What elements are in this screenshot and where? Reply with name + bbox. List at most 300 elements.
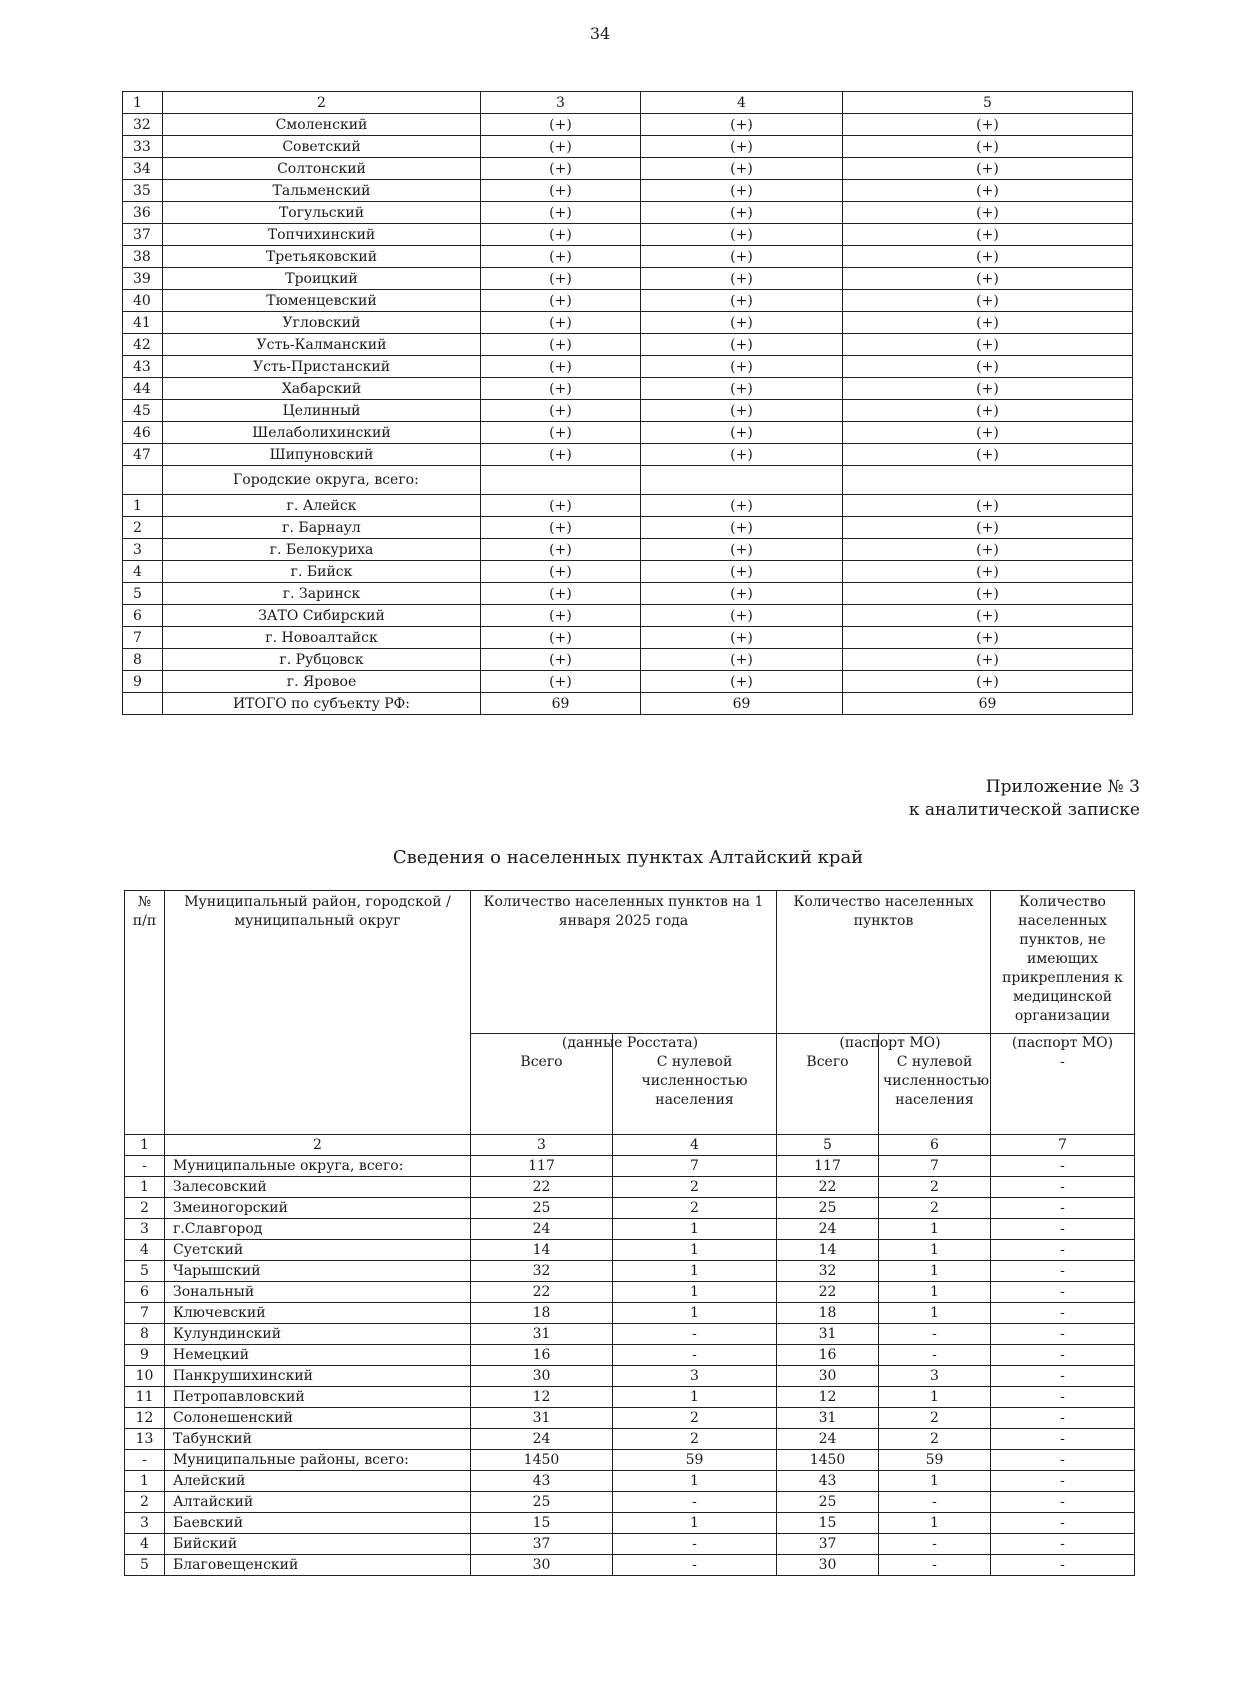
table-row [123, 495, 1133, 517]
cell-col4: (+) [641, 378, 843, 400]
table-row [123, 400, 1133, 422]
header-no-attach: Количество населенных пунктов, не имеющих прикрепления к медицинской организации [991, 891, 1135, 1034]
cell-district: Табунский [165, 1429, 471, 1450]
column-number: 1 [125, 1135, 165, 1156]
cell-district: Усть-Пристанский [163, 356, 481, 378]
cell-total-rosstat: 30 [471, 1555, 613, 1576]
cell-num: 5 [123, 583, 163, 605]
cell-col3: (+) [481, 671, 641, 693]
cell-total-passport: 1450 [777, 1450, 879, 1471]
cell-total-rosstat: 37 [471, 1534, 613, 1555]
cell-total-rosstat: 31 [471, 1408, 613, 1429]
cell-zero-passport: 2 [879, 1408, 991, 1429]
cell-num: 6 [125, 1282, 165, 1303]
cell-district: Советский [163, 136, 481, 158]
cell-num: 32 [123, 114, 163, 136]
cell-num: 3 [125, 1513, 165, 1534]
cell-district: Залесовский [165, 1177, 471, 1198]
cell-num: 39 [123, 268, 163, 290]
cell-total-passport: 31 [777, 1324, 879, 1345]
table-row [125, 1387, 1135, 1408]
cell-district: Зональный [165, 1282, 471, 1303]
cell-col4: (+) [641, 224, 843, 246]
cell-district: Змеиногорский [165, 1198, 471, 1219]
cell-total-rosstat: 18 [471, 1303, 613, 1324]
cell-district: Смоленский [163, 114, 481, 136]
cell-col3: (+) [481, 627, 641, 649]
cell-district: Алейский [165, 1471, 471, 1492]
cell-num: 4 [123, 561, 163, 583]
cell-zero-rosstat: 1 [613, 1513, 777, 1534]
cell-zero-rosstat: 2 [613, 1177, 777, 1198]
cell-col5: (+) [843, 356, 1133, 378]
cell-no-attach: - [991, 1198, 1135, 1219]
cell-col5: 69 [843, 693, 1133, 715]
cell-zero-passport: 1 [879, 1513, 991, 1534]
table-row [123, 268, 1133, 290]
table-row [125, 1492, 1135, 1513]
cell-total-passport: 22 [777, 1282, 879, 1303]
cell-col3: (+) [481, 583, 641, 605]
header-zero-passport: С нулевой численностью населения [883, 1054, 990, 1108]
cell-total-passport: 30 [777, 1555, 879, 1576]
cell-col5: (+) [843, 444, 1133, 466]
cell-col5: (+) [843, 312, 1133, 334]
cell-col3: (+) [481, 356, 641, 378]
cell-num: 9 [123, 671, 163, 693]
cell-zero-passport: 7 [879, 1156, 991, 1177]
header-passport-attach: (паспорт МО) [1011, 1035, 1114, 1051]
cell-district: Шипуновский [163, 444, 481, 466]
cell-col4: 69 [641, 693, 843, 715]
cell-total-passport: 14 [777, 1240, 879, 1261]
document-title: Сведения о населенных пунктах Алтайский край [392, 847, 864, 868]
table-row [123, 180, 1133, 202]
settlements-table [124, 890, 1135, 1576]
table-row [125, 1429, 1135, 1450]
table-row [123, 605, 1133, 627]
header-count: Количество населенных пунктов [777, 891, 991, 1034]
cell-zero-passport: 59 [879, 1450, 991, 1471]
cell-col3: (+) [481, 495, 641, 517]
cell-col4: (+) [641, 422, 843, 444]
cell-district: г. Алейск [163, 495, 481, 517]
cell-district: Кулундинский [165, 1324, 471, 1345]
table-row [123, 583, 1133, 605]
cell-num: 3 [125, 1219, 165, 1240]
cell-empty [843, 466, 1133, 495]
cell-col3: 69 [481, 693, 641, 715]
cell-no-attach: - [991, 1387, 1135, 1408]
cell-no-attach: - [991, 1471, 1135, 1492]
cell-col4: (+) [641, 495, 843, 517]
table-row [123, 422, 1133, 444]
cell-col5: (+) [843, 268, 1133, 290]
table-row [125, 1156, 1135, 1177]
cell-zero-rosstat: 59 [613, 1450, 777, 1471]
cell-total-passport: 30 [777, 1366, 879, 1387]
cell-col4: (+) [641, 268, 843, 290]
cell-total-passport: 24 [777, 1429, 879, 1450]
cell-district: Солонешенский [165, 1408, 471, 1429]
cell-num: 38 [123, 246, 163, 268]
table-row [123, 356, 1133, 378]
cell-total-rosstat: 12 [471, 1387, 613, 1408]
table-row [125, 1324, 1135, 1345]
cell-district: г. Новоалтайск [163, 627, 481, 649]
cell-no-attach: - [991, 1177, 1135, 1198]
cell-col4: (+) [641, 334, 843, 356]
cell-zero-rosstat: - [613, 1555, 777, 1576]
cell-col3: (+) [481, 400, 641, 422]
cell-district: Тюменцевский [163, 290, 481, 312]
header-num: № п/п [125, 891, 165, 1135]
table-row [123, 539, 1133, 561]
table-row [125, 1450, 1135, 1471]
header-zero-rosstat: С нулевой численностью населения [641, 1054, 748, 1108]
cell-total-passport: 16 [777, 1345, 879, 1366]
cell-num: 2 [123, 517, 163, 539]
cell-total-rosstat: 31 [471, 1324, 613, 1345]
cell-col4: (+) [641, 312, 843, 334]
table-row [125, 1198, 1135, 1219]
cell-total-passport: 22 [777, 1177, 879, 1198]
cell-col5: (+) [843, 561, 1133, 583]
cell-zero-rosstat: - [613, 1492, 777, 1513]
table-row [125, 1366, 1135, 1387]
cell-col4: (+) [641, 583, 843, 605]
column-number: 5 [843, 92, 1133, 114]
cell-total-passport: 32 [777, 1261, 879, 1282]
column-number: 7 [991, 1135, 1135, 1156]
cell-no-attach: - [991, 1450, 1135, 1471]
cell-zero-rosstat: 1 [613, 1387, 777, 1408]
column-number: 4 [641, 92, 843, 114]
cell-col3: (+) [481, 158, 641, 180]
cell-col4: (+) [641, 444, 843, 466]
table-row [125, 1303, 1135, 1324]
cell-col3: (+) [481, 246, 641, 268]
cell-no-attach: - [991, 1156, 1135, 1177]
header-row-top [125, 891, 1135, 1034]
cell-col5: (+) [843, 671, 1133, 693]
cell-col4: (+) [641, 356, 843, 378]
cell-zero-passport: 2 [879, 1198, 991, 1219]
cell-num: 2 [125, 1198, 165, 1219]
header-count-jan: Количество населенных пунктов на 1 января 2025 года [471, 891, 777, 1034]
cell-zero-passport: 1 [879, 1282, 991, 1303]
cell-district: Целинный [163, 400, 481, 422]
table-row [123, 246, 1133, 268]
cell-zero-passport: 3 [879, 1366, 991, 1387]
cell-empty [481, 466, 641, 495]
cell-col5: (+) [843, 334, 1133, 356]
cell-no-attach: - [991, 1324, 1135, 1345]
cell-total-rosstat: 22 [471, 1177, 613, 1198]
cell-num: 33 [123, 136, 163, 158]
cell-col3: (+) [481, 444, 641, 466]
cell-col5: (+) [843, 627, 1133, 649]
cell-num: - [125, 1156, 165, 1177]
cell-num: 40 [123, 290, 163, 312]
cell-col4: (+) [641, 158, 843, 180]
cell-zero-passport: 2 [879, 1429, 991, 1450]
cell-col3: (+) [481, 268, 641, 290]
cell-zero-passport: - [879, 1324, 991, 1345]
table-row [125, 1240, 1135, 1261]
cell-num: 7 [125, 1303, 165, 1324]
cell-zero-passport: 1 [879, 1387, 991, 1408]
cell-num: 9 [125, 1345, 165, 1366]
table-row [123, 649, 1133, 671]
cell-col5: (+) [843, 649, 1133, 671]
settlements-summary-table [122, 91, 1133, 715]
cell-total-rosstat: 25 [471, 1198, 613, 1219]
cell-col5: (+) [843, 605, 1133, 627]
column-number-row [123, 92, 1133, 114]
column-number: 2 [163, 92, 481, 114]
cell-total-rosstat: 32 [471, 1261, 613, 1282]
cell-district: г. Заринск [163, 583, 481, 605]
cell-col4: (+) [641, 180, 843, 202]
cell-total-rosstat: 24 [471, 1219, 613, 1240]
cell-col5: (+) [843, 202, 1133, 224]
cell-district: Третьяковский [163, 246, 481, 268]
cell-district: ЗАТО Сибирский [163, 605, 481, 627]
cell-no-attach: - [991, 1366, 1135, 1387]
cell-no-attach: - [991, 1513, 1135, 1534]
table-row [123, 312, 1133, 334]
summary-table-body [123, 92, 1133, 715]
table-row [123, 444, 1133, 466]
cell-num: 11 [125, 1387, 165, 1408]
cell-col3: (+) [481, 224, 641, 246]
cell-col3: (+) [481, 312, 641, 334]
cell-col5: (+) [843, 583, 1133, 605]
cell-col5: (+) [843, 114, 1133, 136]
cell-no-attach: - [991, 1219, 1135, 1240]
cell-col4: (+) [641, 202, 843, 224]
cell-num: 35 [123, 180, 163, 202]
cell-zero-passport: 1 [879, 1219, 991, 1240]
cell-district: Баевский [165, 1513, 471, 1534]
cell-district: Солтонский [163, 158, 481, 180]
cell-zero-passport: 1 [879, 1261, 991, 1282]
cell-num: 5 [125, 1261, 165, 1282]
cell-col5: (+) [843, 136, 1133, 158]
cell-col5: (+) [843, 539, 1133, 561]
cell-zero-passport: 1 [879, 1471, 991, 1492]
cell-total-passport: 15 [777, 1513, 879, 1534]
table-row [125, 1282, 1135, 1303]
column-number: 4 [613, 1135, 777, 1156]
cell-district: Алтайский [165, 1492, 471, 1513]
cell-col5: (+) [843, 158, 1133, 180]
cell-num: 1 [125, 1177, 165, 1198]
cell-col4: (+) [641, 517, 843, 539]
cell-zero-passport: 1 [879, 1240, 991, 1261]
cell-district: Чарышский [165, 1261, 471, 1282]
cell-district: г. Барнаул [163, 517, 481, 539]
column-number: 3 [481, 92, 641, 114]
cell-zero-rosstat: 2 [613, 1408, 777, 1429]
cell-num: 4 [125, 1240, 165, 1261]
cell-no-attach: - [991, 1429, 1135, 1450]
cell-col3: (+) [481, 517, 641, 539]
cell-total-rosstat: 24 [471, 1429, 613, 1450]
cell-col5: (+) [843, 180, 1133, 202]
cell-num: 45 [123, 400, 163, 422]
table-row [123, 334, 1133, 356]
cell-col3: (+) [481, 114, 641, 136]
cell-district: Муниципальные районы, всего: [165, 1450, 471, 1471]
table-row [123, 114, 1133, 136]
cell-col4: (+) [641, 605, 843, 627]
table-row [123, 224, 1133, 246]
table-row [123, 561, 1133, 583]
header-col7-dash: - [1060, 1054, 1065, 1070]
cell-no-attach: - [991, 1555, 1135, 1576]
cell-col5: (+) [843, 400, 1133, 422]
cell-num [123, 466, 163, 495]
cell-num: 8 [125, 1324, 165, 1345]
cell-num: 5 [125, 1555, 165, 1576]
table-row [123, 158, 1133, 180]
cell-num: 8 [123, 649, 163, 671]
cell-no-attach: - [991, 1534, 1135, 1555]
cell-num: - [125, 1450, 165, 1471]
cell-total-rosstat: 43 [471, 1471, 613, 1492]
cell-num: 1 [125, 1471, 165, 1492]
cell-num: 1 [123, 495, 163, 517]
header-total-rosstat: Всего [520, 1054, 563, 1070]
table-row [125, 1408, 1135, 1429]
cell-no-attach: - [991, 1282, 1135, 1303]
cell-zero-rosstat: 2 [613, 1198, 777, 1219]
cell-num: 34 [123, 158, 163, 180]
cell-zero-passport: - [879, 1555, 991, 1576]
cell-total-rosstat: 1450 [471, 1450, 613, 1471]
section-row [123, 466, 1133, 495]
cell-district: Хабарский [163, 378, 481, 400]
cell-zero-rosstat: - [613, 1324, 777, 1345]
table-row [123, 671, 1133, 693]
cell-num: 44 [123, 378, 163, 400]
appendix-number: Приложение № 3 [985, 777, 1140, 797]
header-passport-count: (паспорт МО) [839, 1035, 941, 1051]
cell-total-passport: 25 [777, 1198, 879, 1219]
cell-zero-rosstat: 3 [613, 1366, 777, 1387]
table-row [125, 1177, 1135, 1198]
cell-zero-passport: 2 [879, 1177, 991, 1198]
cell-zero-rosstat: 1 [613, 1240, 777, 1261]
cell-zero-rosstat: 1 [613, 1303, 777, 1324]
cell-col3: (+) [481, 202, 641, 224]
table-row [125, 1471, 1135, 1492]
cell-col3: (+) [481, 334, 641, 356]
cell-total-passport: 18 [777, 1303, 879, 1324]
cell-district: Суетский [165, 1240, 471, 1261]
cell-col4: (+) [641, 671, 843, 693]
cell-num: 37 [123, 224, 163, 246]
cell-num: 6 [123, 605, 163, 627]
cell-district: Панкрушихинский [165, 1366, 471, 1387]
cell-district: Троицкий [163, 268, 481, 290]
cell-zero-rosstat: 1 [613, 1471, 777, 1492]
cell-num: 12 [125, 1408, 165, 1429]
total-row [123, 693, 1133, 715]
appendix-caption [909, 776, 1140, 822]
column-number: 3 [471, 1135, 613, 1156]
total-label: ИТОГО по субъекту РФ: [163, 693, 481, 715]
cell-total-rosstat: 22 [471, 1282, 613, 1303]
cell-zero-rosstat: 1 [613, 1261, 777, 1282]
cell-district: Муниципальные округа, всего: [165, 1156, 471, 1177]
cell-zero-passport: - [879, 1534, 991, 1555]
cell-no-attach: - [991, 1408, 1135, 1429]
cell-no-attach: - [991, 1240, 1135, 1261]
cell-col4: (+) [641, 400, 843, 422]
cell-col4: (+) [641, 561, 843, 583]
section-label: Городские округа, всего: [163, 466, 481, 495]
cell-district: Угловский [163, 312, 481, 334]
cell-district: Благовещенский [165, 1555, 471, 1576]
cell-district: Петропавловский [165, 1387, 471, 1408]
table-row [123, 290, 1133, 312]
cell-zero-passport: 1 [879, 1303, 991, 1324]
cell-col5: (+) [843, 422, 1133, 444]
table-row [125, 1345, 1135, 1366]
table-row [125, 1513, 1135, 1534]
cell-col4: (+) [641, 649, 843, 671]
cell-num: 4 [125, 1534, 165, 1555]
cell-total-passport: 43 [777, 1471, 879, 1492]
cell-district: г. Рубцовск [163, 649, 481, 671]
cell-num: 43 [123, 356, 163, 378]
cell-zero-passport: - [879, 1492, 991, 1513]
cell-total-rosstat: 14 [471, 1240, 613, 1261]
cell-col5: (+) [843, 224, 1133, 246]
cell-col3: (+) [481, 649, 641, 671]
cell-col5: (+) [843, 378, 1133, 400]
cell-no-attach: - [991, 1303, 1135, 1324]
cell-zero-rosstat: 1 [613, 1282, 777, 1303]
cell-zero-passport: - [879, 1345, 991, 1366]
cell-total-passport: 25 [777, 1492, 879, 1513]
column-number: 2 [165, 1135, 471, 1156]
table-row [123, 136, 1133, 158]
cell-num: 3 [123, 539, 163, 561]
cell-total-passport: 117 [777, 1156, 879, 1177]
cell-col3: (+) [481, 561, 641, 583]
cell-col3: (+) [481, 136, 641, 158]
cell-col5: (+) [843, 290, 1133, 312]
cell-total-rosstat: 15 [471, 1513, 613, 1534]
appendix-reference: к аналитической записке [908, 800, 1140, 820]
cell-num: 46 [123, 422, 163, 444]
cell-district: г. Белокуриха [163, 539, 481, 561]
page-number: 34 [589, 24, 611, 43]
table-row [125, 1219, 1135, 1240]
column-number: 5 [777, 1135, 879, 1156]
cell-num: 36 [123, 202, 163, 224]
table-row [125, 1534, 1135, 1555]
column-number-row [125, 1135, 1135, 1156]
cell-total-passport: 37 [777, 1534, 879, 1555]
column-number: 1 [123, 92, 163, 114]
table-row [125, 1555, 1135, 1576]
cell-zero-rosstat: 1 [613, 1219, 777, 1240]
